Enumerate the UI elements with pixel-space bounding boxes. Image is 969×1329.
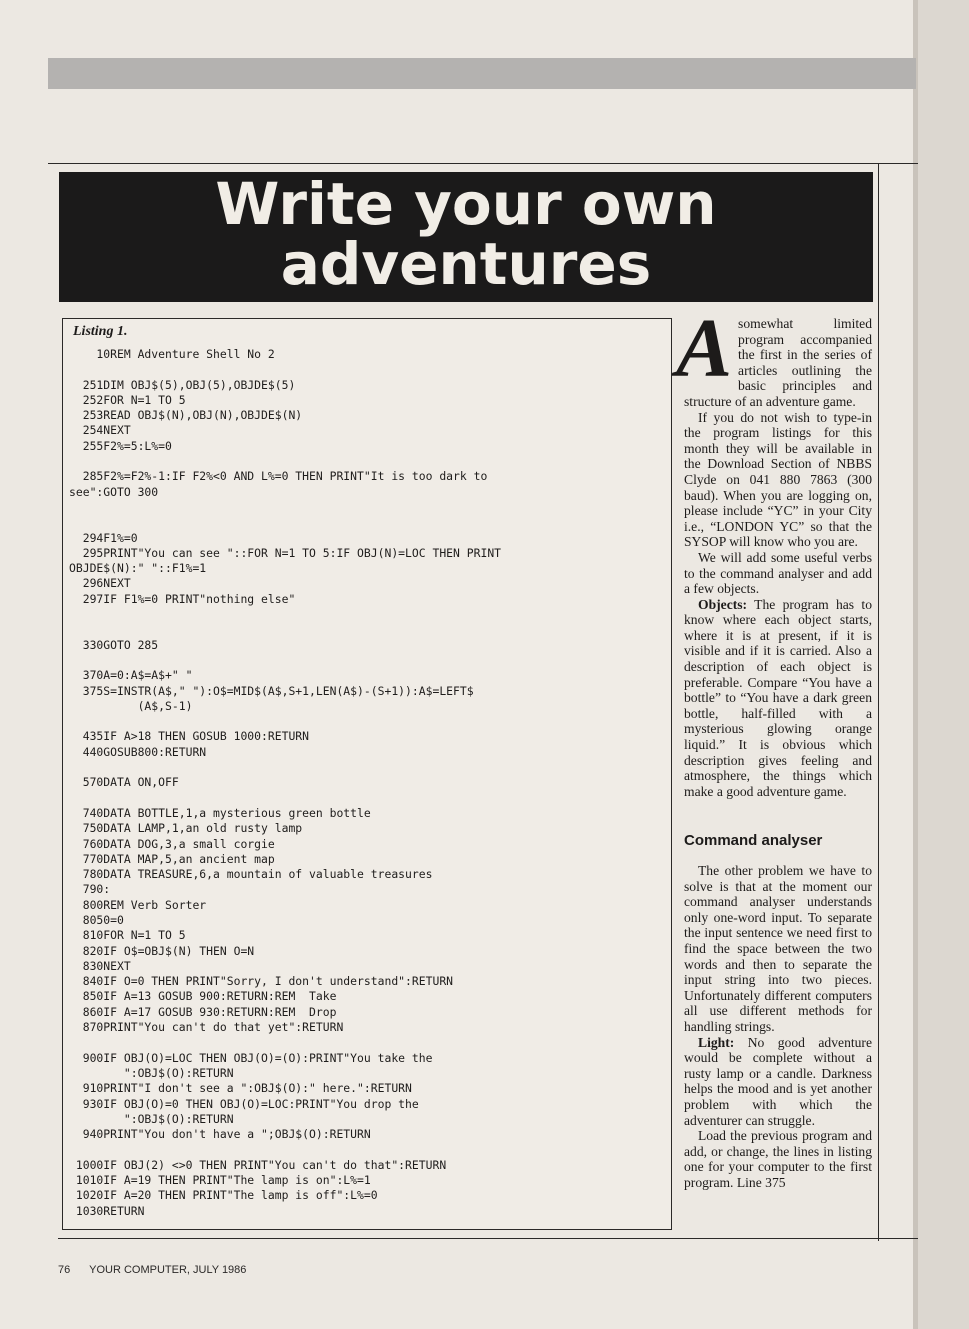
paragraph-objects bbox=[684, 597, 872, 800]
title-line-2: adventures bbox=[280, 230, 652, 298]
footer-rule bbox=[58, 1238, 918, 1239]
subheading-command-analyser: Command analyser bbox=[684, 832, 823, 850]
paragraph-light bbox=[684, 1035, 872, 1129]
paragraph-download: If you do not wish to type-in the program listings for this month they will be available in the Download Section of NBBS Clyde on 041 880 7863 (300 baud). When you are logging on, please include “YC” in your City i.e., “LONDON YC” so that the SYSOP will know who you are. bbox=[684, 409, 872, 550]
light-text: No good adventure would be complete without a rusty lamp or a candle. Darkness helps the mood and is yet another problem with which the adventurer can struggle. bbox=[684, 1034, 872, 1128]
title-banner bbox=[59, 172, 873, 302]
paragraph-command-analyser: The other problem we have to solve is that at the moment our command analyser understands only one-word input. To separate the input sentence we need first to find the space between the two words and then to separate the input string into two pieces. Unfortunately different computers all use different methods for handling strings. bbox=[684, 863, 872, 1034]
paragraph-load: Load the previous program and add, or change, the lines in listing one for your computer to the first program. Line 375 bbox=[684, 1128, 872, 1190]
facing-page-edge bbox=[918, 0, 969, 1329]
drop-cap: A bbox=[676, 302, 733, 395]
article-title bbox=[59, 170, 873, 298]
title-line-1: Write your own bbox=[215, 170, 717, 238]
paragraph-intro-text: somewhat limited program accompanied the first in the series of articles outlining the basic principles and structure of an adventure game. bbox=[684, 316, 872, 409]
page-number: 76 bbox=[58, 1264, 71, 1276]
listing-box bbox=[62, 318, 672, 1230]
header-grey-band bbox=[48, 58, 916, 89]
paragraph-verbs: We will add some useful verbs to the command analyser and add a few objects. bbox=[684, 549, 872, 597]
publication-line: YOUR COMPUTER, JULY 1986 bbox=[89, 1264, 247, 1276]
objects-text: The program has to know where each object starts, where it is at present, if it is visible and if it is carried. Also a description of each object is preferable. Compare “You have a bottle” to “You have a dark green bottle, half-filled with a mysterious glowing orange liquid.” It is obvious which description gives feeling and atmosphere, the things which make a good adventure game. bbox=[684, 596, 872, 799]
basic-code-listing: 10REM Adventure Shell No 2 251DIM OBJ$(5),OBJ(5),OBJDE$(5) 252FOR N=1 TO 5 253READ OBJ$(N),OBJ(N),OBJDE$(N) 254NEXT 255F2%=5:L%=0 285F2%=F2%-1:IF F2%<0 AND L%=0 THEN PRINT"It is too dark to see":GOTO 300 294F1%=0 295PRINT"You can see "::FOR N=1 TO 5:IF OBJ(N)=LOC THEN PRINT OBJDE$(N):" "::F1%=1 296NEXT 297IF F1%=0 PRINT"nothing else" 330GOTO 285 370A=0:A$=A$+" " 375S=INSTR(A$," "):O$=MID$(A$,S+1,LEN(A$)-(S+1)):A$=LEFT$ (A$,S-1) 435IF A>18 THEN GOSUB 1000:RETURN 440GOSUB800:RETURN 570DATA ON,OFF 740DATA BOTTLE,1,a mysterious green bottle 750DATA LAMP,1,an old rusty lamp 760DATA DOG,3,a small corgie 770DATA MAP,5,an ancient map 780DATA TREASURE,6,a mountain of valuable treasures 790: 800REM Verb Sorter 8050=0 810FOR N=1 TO 5 820IF O$=OBJ$(N) THEN O=N 830NEXT 840IF O=0 THEN PRINT"Sorry, I don't understand":RETURN 850IF A=13 GOSUB 900:RETURN:REM Take 860IF A=17 GOSUB 930:RETURN:REM Drop 870PRINT"You can't do that yet":RETURN 900IF OBJ(O)=LOC THEN OBJ(O)=(O):PRINT"You take the ":OBJ$(O):RETURN 910PRINT"I don't see a ":OBJ$(O):" here.":RETURN 930IF OBJ(O)=0 THEN OBJ(O)=LOC:PRINT"You drop the ":OBJ$(O):RETURN 940PRINT"You don't have a ";OBJ$(O):RETURN 1000IF OBJ(2) <>0 THEN PRINT"You can't do that":RETURN 1010IF A=19 THEN PRINT"The lamp is on":L%=1 1020IF A=20 THEN PRINT"The lamp is off":L%=0 1030RETURN bbox=[69, 347, 502, 1218]
page-footer bbox=[58, 1264, 262, 1276]
listing-caption: Listing 1. bbox=[73, 324, 128, 339]
article-body-column bbox=[676, 302, 872, 1190]
objects-lead: Objects: bbox=[698, 596, 748, 612]
light-lead: Light: bbox=[698, 1034, 735, 1050]
paragraph-intro bbox=[676, 302, 872, 410]
